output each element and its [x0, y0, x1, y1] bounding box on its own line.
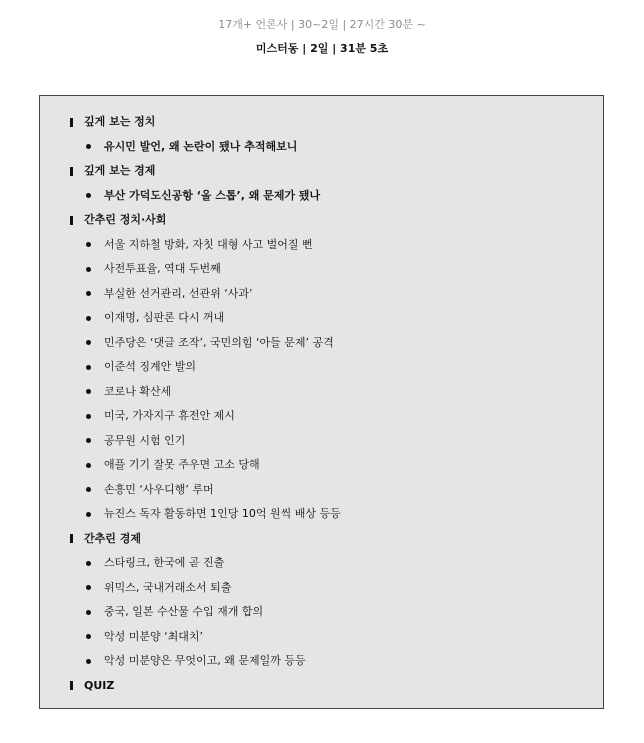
list-item-text: 이재명, 심판론 다시 꺼내	[104, 311, 225, 324]
list-item	[70, 453, 590, 478]
section-title: 간추린 경제	[84, 531, 141, 545]
list-item-text: 코로나 확산세	[104, 384, 172, 398]
list-item	[70, 233, 590, 258]
list-item	[70, 625, 590, 650]
bullet-icon	[86, 316, 91, 321]
list-item	[70, 502, 590, 527]
section-marker-icon	[70, 118, 73, 127]
bullet-icon	[86, 561, 91, 566]
section-marker-icon	[70, 216, 73, 225]
list-item-text: 유시민 발언, 왜 논란이 됐나 추적해보니	[104, 139, 298, 153]
list-item-text: 악성 미분양 ‘최대치’	[104, 629, 203, 643]
section-title: 깊게 보는 정치	[84, 115, 156, 128]
section-heading	[70, 208, 590, 233]
section-heading	[70, 527, 590, 552]
episode-meta: 17개+ 언론사 | 30~2일 | 27시간 30분 ~	[218, 18, 426, 31]
section-title: QUIZ	[84, 678, 115, 692]
list-item	[70, 355, 590, 380]
list-item-text: 이준석 징계안 발의	[104, 360, 197, 373]
list-item-text: 중국, 일본 수산물 수입 재개 합의	[104, 605, 264, 618]
list-item-text: 미국, 가자지구 휴전안 제시	[104, 409, 235, 422]
list-item	[70, 429, 590, 454]
contents-list	[70, 110, 590, 698]
bullet-icon	[86, 291, 91, 296]
bullet-icon	[86, 463, 91, 468]
list-item	[70, 576, 590, 601]
bullet-icon	[86, 365, 91, 370]
bullet-icon	[86, 438, 91, 443]
section-marker-icon	[70, 681, 73, 690]
list-item-text: 부실한 선거관리, 선관위 ‘사과’	[104, 286, 253, 300]
section-heading	[70, 110, 590, 135]
list-item	[70, 184, 590, 209]
list-item-text: 부산 가덕도신공항 ‘올 스톱’, 왜 문제가 됐나	[104, 188, 321, 202]
bullet-icon	[86, 193, 91, 198]
section-marker-icon	[70, 534, 73, 543]
list-item	[70, 135, 590, 160]
bullet-icon	[86, 585, 91, 590]
section-heading	[70, 674, 590, 699]
list-item-text: 위믹스, 국내거래소서 퇴출	[104, 580, 232, 594]
section-title: 간추린 정치·사회	[84, 213, 167, 226]
bullet-icon	[86, 610, 91, 615]
section-marker-icon	[70, 167, 73, 176]
list-item	[70, 404, 590, 429]
list-item-text: 민주당은 ‘댓글 조작’, 국민의힘 ‘아들 문제’ 공격	[104, 335, 334, 349]
list-item-text: 악성 미분양은 무엇이고, 왜 문제일까 등등	[104, 654, 306, 667]
list-item	[70, 257, 590, 282]
contents-box	[39, 95, 604, 709]
bullet-icon	[86, 389, 91, 394]
bullet-icon	[86, 634, 91, 639]
list-item-text: 뉴진스 독자 활동하면 1인당 10억 원씩 배상 등등	[104, 507, 341, 520]
bullet-icon	[86, 512, 91, 517]
bullet-icon	[86, 267, 91, 272]
list-item	[70, 551, 590, 576]
list-item	[70, 282, 590, 307]
list-item-text: 스타링크, 한국에 곧 진출	[104, 556, 225, 569]
list-item	[70, 478, 590, 503]
bullet-icon	[86, 144, 91, 149]
list-item-text: 애플 기기 잘못 주우면 고소 당해	[104, 458, 260, 471]
list-item-text: 사전투표율, 역대 두번째	[104, 262, 221, 275]
section-heading	[70, 159, 590, 184]
bullet-icon	[86, 414, 91, 419]
bullet-icon	[86, 659, 91, 664]
list-item-text: 공무원 시험 인기	[104, 433, 186, 447]
list-item-text: 손흥민 ‘사우디행’ 루머	[104, 482, 214, 496]
list-item-text: 서울 지하철 방화, 자칫 대형 사고 벌어질 뻔	[104, 237, 313, 251]
list-item	[70, 600, 590, 625]
bullet-icon	[86, 242, 91, 247]
list-item	[70, 306, 590, 331]
list-item	[70, 380, 590, 405]
section-title: 깊게 보는 경제	[84, 164, 156, 177]
list-item	[70, 331, 590, 356]
list-item	[70, 649, 590, 674]
episode-byline: 미스터동 | 2일 | 31분 5초	[255, 42, 389, 55]
bullet-icon	[86, 487, 91, 492]
bullet-icon	[86, 340, 91, 345]
